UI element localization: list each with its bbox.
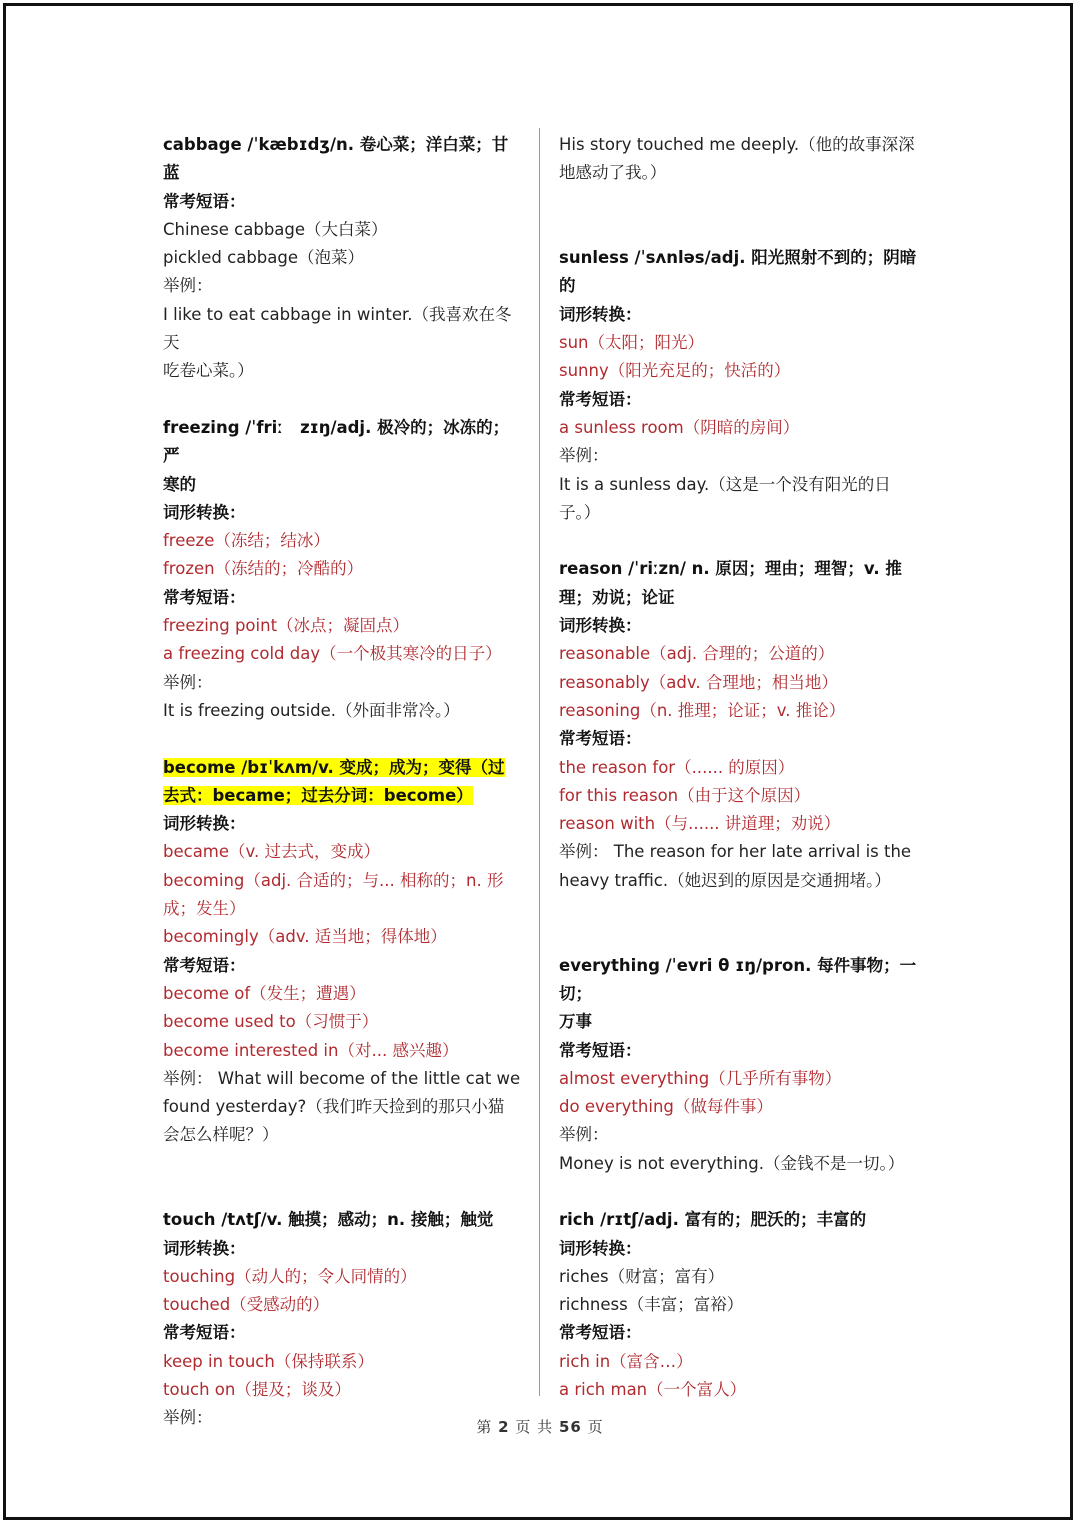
entry-headword: sunless /ˈsʌnləs/adj. 阳光照射不到的；阴暗	[559, 248, 917, 268]
example-text: found yesterday?（我们昨天捡到的那只小猫	[163, 1097, 505, 1117]
example-text: 举例： The reason for her late arrival is the	[559, 842, 912, 862]
form-item: riches（财富；富有）	[559, 1266, 725, 1286]
phrase-item: the reason for（...... 的原因）	[559, 757, 795, 777]
phrases-label: 常考短语：	[163, 587, 246, 607]
entry-headword: cabbage /ˈkæbɪdʒ/n. 卷心菜；洋白菜；甘	[163, 135, 509, 154]
entry-headword-cont: 的	[559, 276, 576, 296]
example-label: 举例：	[163, 1408, 213, 1428]
entry-headword	[163, 754, 523, 782]
entry-headword-cont: 寒的	[163, 474, 196, 494]
phrases-label: 常考短语：	[163, 1323, 246, 1343]
form-item: touched（受感动的）	[163, 1295, 330, 1315]
entry-rich	[559, 1206, 919, 1404]
form-item: touching（动人的；令人同情的）	[163, 1266, 417, 1286]
phrase-item: keep in touch（保持联系）	[163, 1351, 374, 1371]
phrases-label: 常考短语：	[559, 389, 642, 409]
entry-everything	[559, 952, 919, 1178]
example-text: His story touched me deeply.（他的故事深深	[559, 135, 915, 154]
phrases-label: 常考短语：	[163, 191, 246, 211]
forms-label: 词形转换：	[559, 1238, 642, 1258]
phrase-item: for this reason（由于这个原因）	[559, 785, 811, 805]
highlight-headword: become /bɪˈkʌm/v. 变成；成为；变得（过	[163, 757, 505, 777]
form-item: freeze（冻结；结冰）	[163, 531, 330, 551]
phrases-label: 常考短语：	[559, 1040, 642, 1060]
form-item: sunny（阳光充足的；快活的）	[559, 361, 791, 381]
right-column	[559, 131, 919, 1404]
forms-label: 词形转换：	[163, 814, 246, 834]
phrase-item: a rich man（一个富人）	[559, 1380, 747, 1400]
example-text: 举例： What will become of the little cat we	[163, 1068, 521, 1088]
form-item: became（v. 过去式，变成）	[163, 842, 381, 862]
form-item: becoming（adj. 合适的；与... 相称的；n. 形	[163, 870, 504, 890]
entry-headword: reason /ˈriːzn/ n. 原因；理由；理智；v. 推	[559, 559, 902, 579]
entry-headword-cont	[163, 782, 523, 810]
entry-reason	[559, 555, 919, 895]
phrase-item: become used to（习惯于）	[163, 1012, 379, 1032]
entry-freezing	[163, 414, 523, 725]
forms-label: 词形转换：	[559, 304, 642, 324]
entry-cabbage	[163, 131, 523, 386]
phrase-item: become interested in（对... 感兴趣）	[163, 1040, 459, 1060]
form-item: reasonable（adj. 合理的；公道的）	[559, 644, 835, 664]
entry-touch-continued	[559, 131, 919, 188]
entry-become	[163, 754, 523, 1150]
phrase-item: a freezing cold day（一个极其寒冷的日子）	[163, 644, 502, 664]
entry-headword: touch /tʌtʃ/v. 触摸；感动；n. 接触；触觉	[163, 1210, 494, 1230]
phrase-item: touch on（提及；谈及）	[163, 1380, 351, 1400]
phrase-item: almost everything（几乎所有事物）	[559, 1068, 842, 1088]
footer-prefix: 第	[476, 1418, 493, 1436]
total-pages: 56	[558, 1418, 582, 1436]
entry-headword-cont: 理；劝说；论证	[559, 587, 675, 607]
example-label: 举例：	[559, 1125, 609, 1145]
example-text: 吃卷心菜。）	[163, 361, 254, 381]
phrase-item: a sunless room（阴暗的房间）	[559, 417, 800, 437]
phrase-item: Chinese cabbage（大白菜）	[163, 219, 388, 239]
example-text: Money is not everything.（金钱不是一切。）	[559, 1153, 905, 1173]
form-item: reasoning（n. 推理；论证；v. 推论）	[559, 700, 846, 720]
phrase-item: become of（发生；遭遇）	[163, 983, 366, 1003]
column-divider	[539, 128, 540, 1396]
phrases-label: 常考短语：	[559, 729, 642, 749]
form-item-cont: 成；发生）	[163, 899, 246, 919]
footer-middle: 页 共	[515, 1418, 554, 1436]
left-column	[163, 131, 523, 1433]
phrases-label: 常考短语：	[559, 1323, 642, 1343]
phrases-label: 常考短语：	[163, 955, 246, 975]
example-label: 举例：	[163, 276, 213, 296]
entry-headword: everything /ˈevri θ ɪŋ/pron. 每件事物；一切；	[559, 955, 917, 1003]
example-label: 举例：	[163, 672, 213, 692]
example-text: 会怎么样呢？）	[163, 1125, 279, 1145]
example-text: I like to eat cabbage in winter.（我喜欢在冬天	[163, 304, 512, 353]
entry-headword-cont: 蓝	[163, 163, 180, 183]
phrase-item: reason with（与...... 讲道理；劝说）	[559, 814, 841, 834]
forms-label: 词形转换：	[163, 1238, 246, 1258]
entry-headword: freezing /ˈfriː zɪŋ/adj. 极冷的；冰冻的；严	[163, 417, 510, 466]
page-footer	[0, 1416, 1080, 1437]
example-text: It is freezing outside.（外面非常冷。）	[163, 700, 460, 720]
example-text: It is a sunless day.（这是一个没有阳光的日	[559, 474, 891, 494]
form-item: becomingly（adv. 适当地；得体地）	[163, 927, 447, 947]
example-label: 举例：	[559, 446, 609, 466]
entry-sunless	[559, 244, 919, 527]
form-item: richness（丰富；富裕）	[559, 1295, 744, 1315]
forms-label: 词形转换：	[559, 616, 642, 636]
phrase-item: rich in（富含…）	[559, 1351, 693, 1371]
form-item: sun（太阳；阳光）	[559, 333, 705, 353]
example-text: heavy traffic.（她迟到的原因是交通拥堵。）	[559, 870, 891, 890]
example-text: 地感动了我。）	[559, 163, 667, 183]
highlight-headword-cont: 去式：became；过去分词：become）	[163, 785, 473, 805]
phrase-item: freezing point（冰点；凝固点）	[163, 616, 410, 636]
page-number: 2	[498, 1418, 510, 1436]
phrase-item: do everything（做每件事）	[559, 1097, 773, 1117]
entry-headword: rich /rɪtʃ/adj. 富有的；肥沃的；丰富的	[559, 1210, 867, 1230]
footer-suffix: 页	[587, 1418, 604, 1436]
example-text: 子。）	[559, 502, 601, 522]
forms-label: 词形转换：	[163, 502, 246, 522]
phrase-item: pickled cabbage（泡菜）	[163, 248, 365, 268]
entry-touch	[163, 1206, 523, 1432]
form-item: reasonably（adv. 合理地；相当地）	[559, 672, 838, 692]
entry-headword-cont: 万事	[559, 1012, 592, 1032]
form-item: frozen（冻结的；冷酷的）	[163, 559, 364, 579]
